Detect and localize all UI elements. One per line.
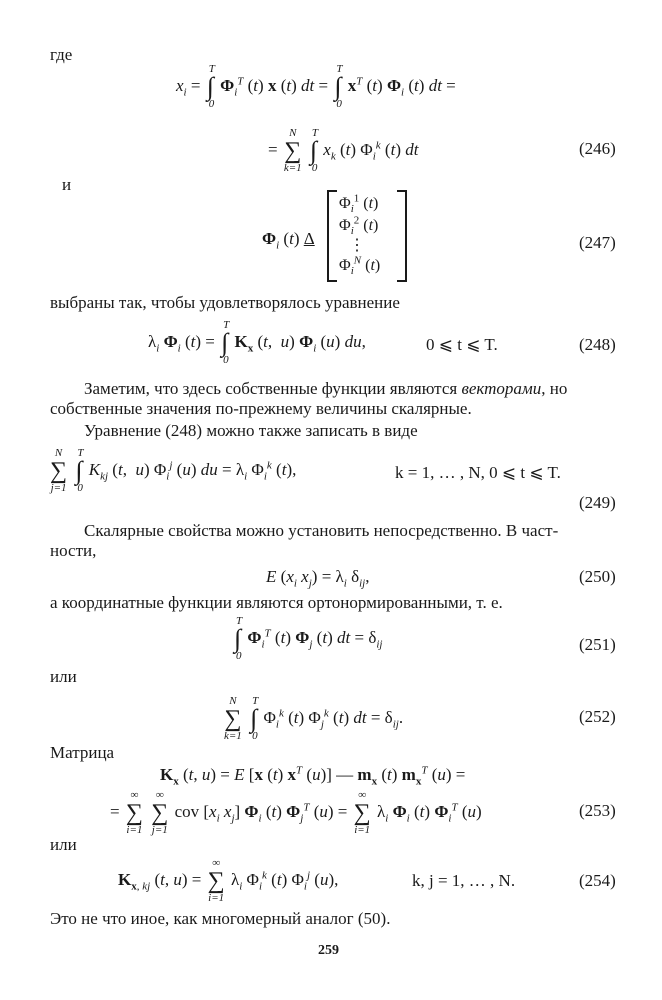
integral-sign: ∫ T 0 [309, 127, 319, 174]
vector-entry-1: $\Phi_i^1$ (t) [339, 192, 379, 216]
equation-number-252: (252) [579, 707, 616, 726]
sum-sign: N ∑ k=1 [224, 695, 242, 742]
paragraph-note-line2: собственные значения по-прежнему величины скалярные. [50, 399, 472, 418]
equation-253-line2: = ∞ ∑ i=1 ∞ ∑ j=1 cov [$x_i$ $x_j$] $\Phi_i$ (t) $\Phi_j^T$ (u) = ∞ ∑ i=1 $\lambda_i$ $\Phi_i$ (t) $\Phi_i^T$ (u) [110, 789, 482, 836]
sum-sign: ∞ ∑ i=1 [353, 789, 371, 836]
integral-sign: ∫ T 0 [206, 63, 215, 110]
equation-247-lhs: $\Phi_i$ (t) Δ [262, 229, 315, 252]
note-text-a: Заметим, что здесь собственные функции являются [84, 379, 462, 398]
paragraph-scalar-line1: Скалярные свойства можно установить непосредственно. В част- [84, 521, 559, 540]
integral-sign: ∫ T 0 [75, 447, 84, 494]
column-vector-bracket [327, 190, 407, 282]
page-number: 259 [318, 943, 339, 958]
paragraph-closing: Это не что иное, как многомерный аналог (50). [50, 909, 391, 928]
vector-entry-n: $\Phi_i^N$ (t) [339, 254, 381, 278]
equation-number-253: (253) [579, 801, 616, 820]
paragraph-note-line1 [84, 378, 567, 400]
sum-sign: ∞ ∑ i=1 [125, 789, 143, 836]
word-ili-2: или [50, 835, 77, 854]
equation-number-251: (251) [579, 635, 616, 654]
word-matrica: Матрица [50, 743, 115, 762]
equation-number-249: (249) [579, 493, 616, 512]
equation-252: N ∑ k=1 ∫ T 0 $\Phi_i^k$ (t) $\Phi_j^k$ (t) dt = $\delta_{ij}$. [224, 695, 404, 742]
equation-248-range: 0 ⩽ t ⩽ T. [426, 335, 498, 354]
equation-246-line1: $x_i$ = ∫ T 0 $\Phi_i^T$ (t) x (t) dt = ∫ T 0 $x^T$ (t) $\Phi_i$ (t) dt = [176, 63, 456, 110]
equation-number-254: (254) [579, 871, 616, 890]
equation-number-247: (247) [579, 233, 616, 252]
word-gde: где [50, 45, 73, 64]
word-ili-1: или [50, 667, 77, 686]
equation-254: $K_{x, kj}$ (t, u) = ∞ ∑ i=1 $\lambda_i$ $\Phi_i^k$ (t) $\Phi_i^j$ (u), [118, 857, 339, 904]
sum-sign: ∞ ∑ i=1 [207, 857, 225, 904]
equation-251: ∫ T 0 $\Phi_i^T$ (t) $\Phi_j$ (t) dt = $\delta_{ij}$ [234, 615, 383, 662]
equation-249-range: k = 1, … , N, 0 ⩽ t ⩽ T. [395, 463, 561, 482]
equation-number-246: (246) [579, 139, 616, 158]
integral-sign: ∫ T 0 [234, 615, 243, 662]
integral-sign: ∫ T 0 [250, 695, 259, 742]
equation-249: N ∑ j=1 ∫ T 0 $K_{kj}$ (t, u) $\Phi_i^j$ (u) du = $\lambda_i$ $\Phi_i^k$ (t), [50, 447, 297, 494]
sum-sign: N ∑ j=1 [50, 447, 68, 494]
paragraph-coord: а координатные функции являются ортонормированными, т. е. [50, 593, 503, 612]
equation-number-248: (248) [579, 335, 616, 354]
integral-sign: ∫ T 0 [221, 319, 230, 366]
note-text-b: , но [541, 379, 568, 398]
note-emphasis: векторами [461, 379, 542, 398]
sum-sign: N ∑ k=1 [283, 127, 302, 174]
vector-vdots: ⋮ [349, 237, 365, 254]
sum-sign: ∞ ∑ j=1 [151, 789, 169, 836]
paragraph-chosen: выбраны так, чтобы удовлетворялось уравнение [50, 293, 400, 312]
equation-253-line1: $K_x$ (t, u) = E [x (t) $x^T$ (u)] — $m_x$ (t) $m_x^T$ (u) = [160, 764, 466, 788]
equation-number-250: (250) [579, 567, 616, 586]
equation-248: $\lambda_i$ $\Phi_i$ (t) = ∫ T 0 $K_x$ (t, u) $\Phi_i$ (u) du, [148, 319, 366, 366]
equation-250: E ($x_i$ $x_j) = \lambda_i$ $\delta_{ij}$, [266, 567, 370, 590]
equation-254-range: k, j = 1, … , N. [412, 871, 516, 890]
word-i: и [62, 175, 72, 194]
vector-entry-2: $\Phi_i^2$ (t) [339, 214, 379, 238]
paragraph-eq248-also: Уравнение (248) можно также записать в виде [84, 421, 418, 440]
equation-246-line2: = N ∑ k=1 ∫ T 0 $x_k$ (t) $\Phi_i^k$ (t) dt [268, 127, 419, 174]
integral-sign: ∫ T 0 [334, 63, 343, 110]
paragraph-scalar-line2: ности, [50, 541, 97, 560]
